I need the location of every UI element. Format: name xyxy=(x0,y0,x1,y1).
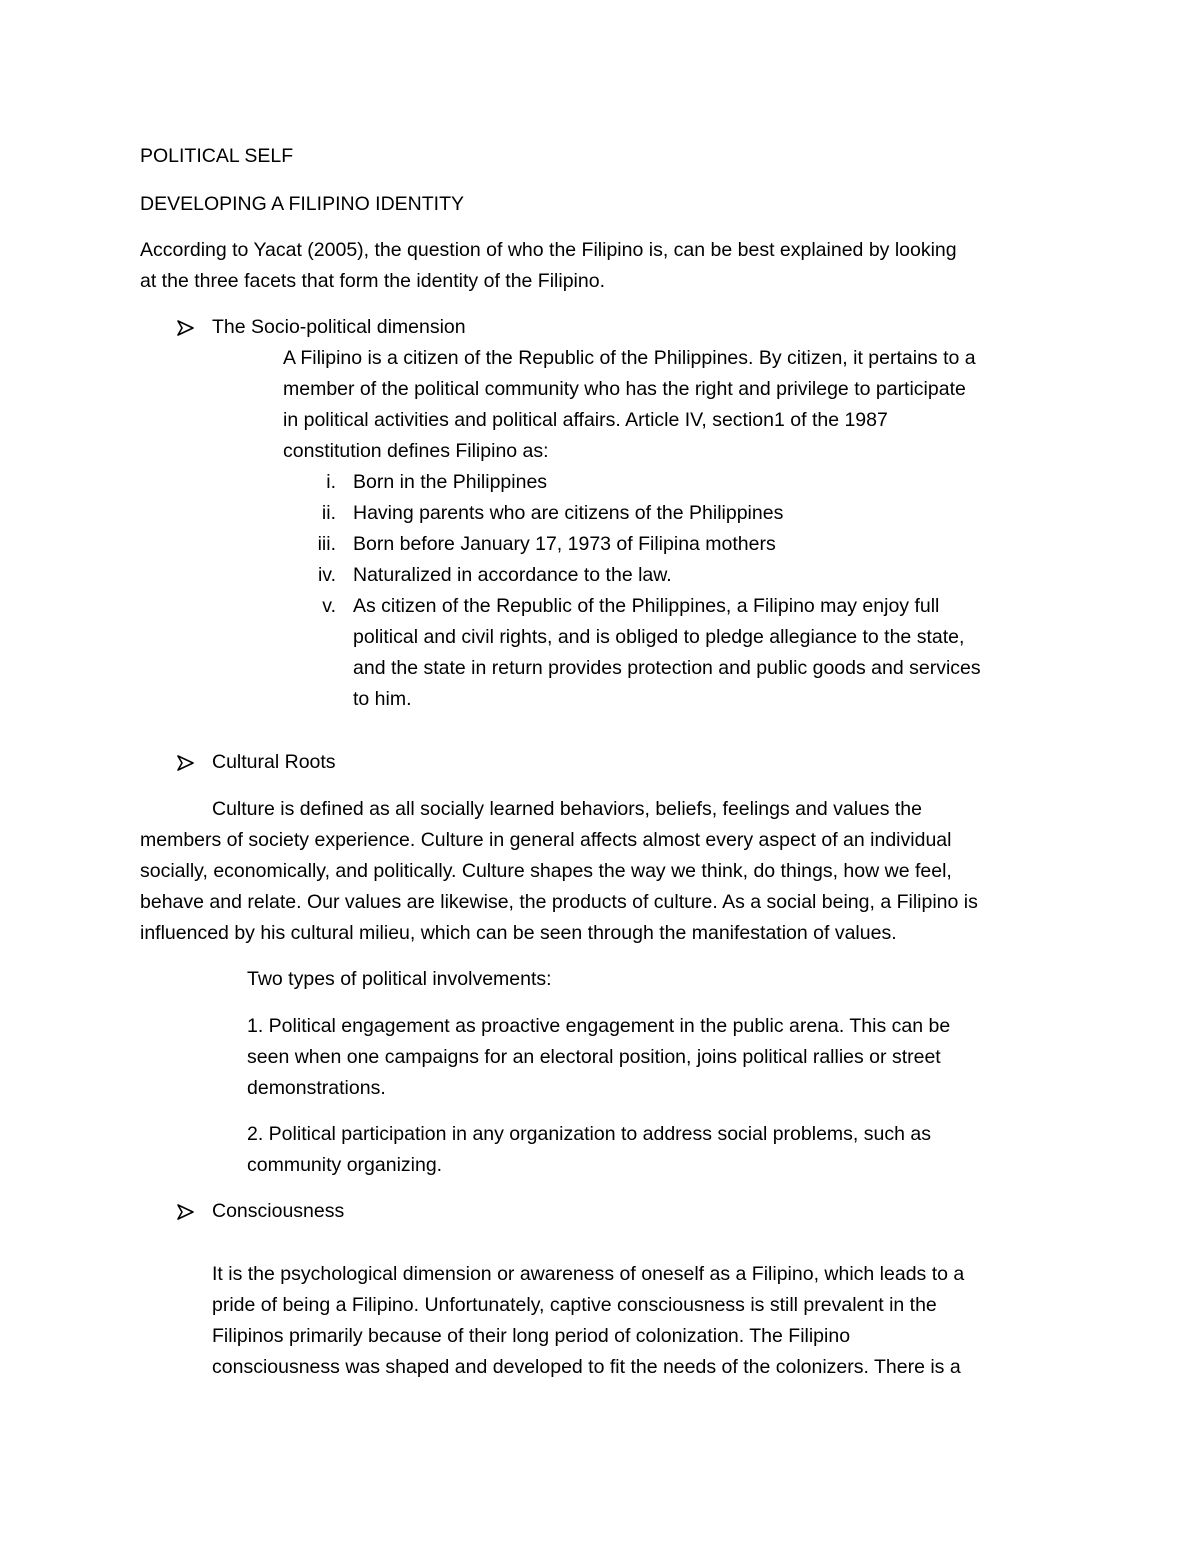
section-heading: Cultural Roots xyxy=(212,751,336,773)
list-marker: i. xyxy=(326,471,336,493)
arrow-bullet-icon xyxy=(176,316,196,340)
list-item-continuation: political and civil rights, and is obliged to pledge allegiance to the state, xyxy=(353,626,965,648)
types-heading: Two types of political involvements: xyxy=(247,968,552,990)
section-paragraph-line: Culture is defined as all socially learned behaviors, beliefs, feelings and values the xyxy=(212,798,922,820)
intro-line: at the three facets that form the identity of the Filipino. xyxy=(140,270,606,292)
type-item-continuation: community organizing. xyxy=(247,1154,443,1176)
arrow-bullet-icon xyxy=(176,1200,196,1224)
section-paragraph-line: behave and relate. Our values are likewise, the products of culture. As a social being, a Filipino is xyxy=(140,891,978,913)
list-item: Born before January 17, 1973 of Filipina mothers xyxy=(353,533,776,555)
list-item: Naturalized in accordance to the law. xyxy=(353,564,672,586)
list-item: Born in the Philippines xyxy=(353,471,548,493)
section-paragraph-line: socially, economically, and politically. Culture shapes the way we think, do things, how we feel, xyxy=(140,860,952,882)
type-item: 1. Political engagement as proactive engagement in the public arena. This can be xyxy=(247,1015,951,1037)
intro-line: According to Yacat (2005), the question of who the Filipino is, can be best explained by looking xyxy=(140,239,957,261)
section-paragraph-line: members of society experience. Culture in general affects almost every aspect of an individual xyxy=(140,829,952,851)
section-paragraph-line: consciousness was shaped and developed to fit the needs of the colonizers. There is a xyxy=(212,1356,961,1378)
section-paragraph-line: member of the political community who has the right and privilege to participate xyxy=(283,378,966,400)
list-item: Having parents who are citizens of the Philippines xyxy=(353,502,784,524)
list-marker: ii. xyxy=(321,502,336,524)
doc-subtitle: DEVELOPING A FILIPINO IDENTITY xyxy=(140,193,464,215)
list-item-continuation: and the state in return provides protection and public goods and services xyxy=(353,657,981,679)
doc-title: POLITICAL SELF xyxy=(140,145,294,167)
section-heading: Consciousness xyxy=(212,1200,345,1222)
arrow-bullet-icon xyxy=(176,751,196,775)
list-marker: iii. xyxy=(317,533,336,555)
type-item: 2. Political participation in any organization to address social problems, such as xyxy=(247,1123,931,1145)
list-item: As citizen of the Republic of the Philippines, a Filipino may enjoy full xyxy=(353,595,940,617)
section-paragraph-line: pride of being a Filipino. Unfortunately, captive consciousness is still prevalent in the xyxy=(212,1294,937,1316)
type-item-continuation: demonstrations. xyxy=(247,1077,386,1099)
section-heading: The Socio-political dimension xyxy=(212,316,466,338)
section-paragraph-line: Filipinos primarily because of their long period of colonization. The Filipino xyxy=(212,1325,851,1347)
section-paragraph-line: influenced by his cultural milieu, which can be seen through the manifestation of values. xyxy=(140,922,897,944)
section-paragraph-line: constitution defines Filipino as: xyxy=(283,440,549,462)
list-marker: v. xyxy=(322,595,336,617)
list-item-continuation: to him. xyxy=(353,688,412,710)
list-marker: iv. xyxy=(317,564,336,586)
section-paragraph-line: It is the psychological dimension or awareness of oneself as a Filipino, which leads to a xyxy=(212,1263,965,1285)
section-paragraph-line: in political activities and political affairs. Article IV, section1 of the 1987 xyxy=(283,409,888,431)
section-paragraph-line: A Filipino is a citizen of the Republic of the Philippines. By citizen, it pertains to a xyxy=(283,347,976,369)
type-item-continuation: seen when one campaigns for an electoral position, joins political rallies or street xyxy=(247,1046,941,1068)
